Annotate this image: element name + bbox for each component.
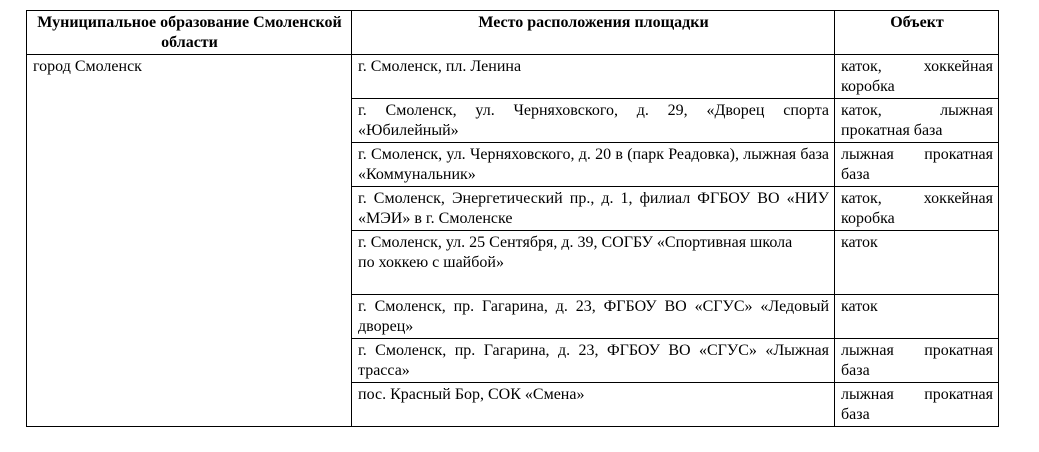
header-location: Место расположения площадки [352, 11, 835, 55]
location-cell: г. Смоленск, пр. Гагарина, д. 23, ФГБОУ ВО «СГУС» «Лыжная трасса» [352, 339, 835, 383]
table-row [27, 55, 999, 99]
location-cell: г. Смоленск, ул. Черняховского, д. 29, «Дворец спорта «Юбилейный» [352, 99, 835, 143]
location-cell: г. Смоленск, Энергетический пр., д. 1, филиал ФГБОУ ВО «НИУ «МЭИ» в г. Смоленске [352, 187, 835, 231]
header-object: Объект [835, 11, 999, 55]
object-cell: каток, хоккейная коробка [835, 55, 999, 99]
location-cell: г. Смоленск, пл. Ленина [352, 55, 835, 99]
header-municipality: Муниципальное образование Смоленской области [27, 11, 352, 55]
location-line-2: по хоккею с шайбой» [358, 254, 504, 271]
location-cell: пос. Красный Бор, СОК «Смена» [352, 383, 835, 427]
object-cell: каток [835, 231, 999, 295]
location-cell [352, 231, 835, 295]
object-cell: каток, лыжная прокатная база [835, 99, 999, 143]
municipality-cell: город Смоленск [27, 55, 352, 427]
object-cell: лыжная прокатная база [835, 383, 999, 427]
object-cell: лыжная прокатная база [835, 143, 999, 187]
venues-table [26, 10, 999, 427]
object-cell: каток, хоккейная коробка [835, 187, 999, 231]
location-cell: г. Смоленск, пр. Гагарина, д. 23, ФГБОУ ВО «СГУС» «Ледовый дворец» [352, 295, 835, 339]
object-cell: лыжная прокатная база [835, 339, 999, 383]
location-cell: г. Смоленск, ул. Черняховского, д. 20 в (парк Реадовка), лыжная база «Коммунальник» [352, 143, 835, 187]
header-row [27, 11, 999, 55]
object-cell: каток [835, 295, 999, 339]
location-line-1: г. Смоленск, ул. 25 Сентября, д. 39, СОГБУ «Спортивная школа [358, 234, 793, 251]
